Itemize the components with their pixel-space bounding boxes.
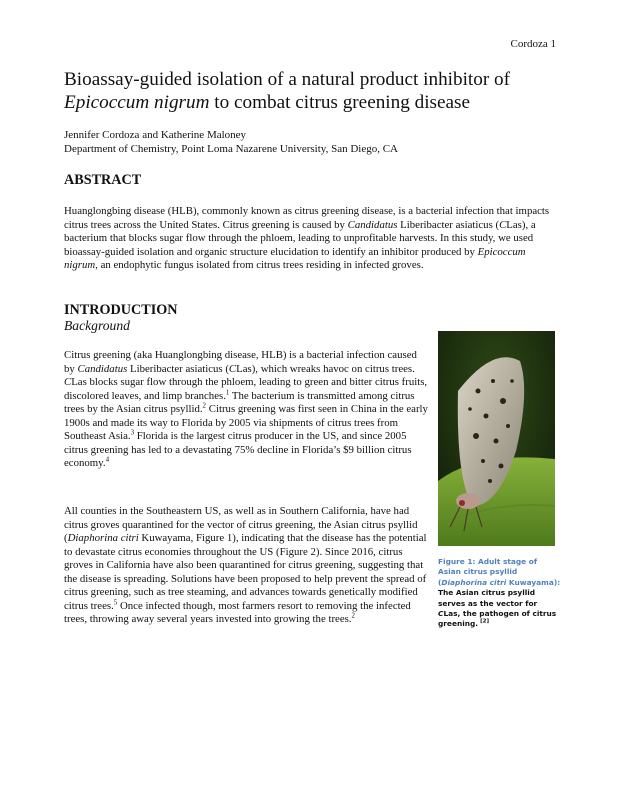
title-text-1: Bioassay-guided isolation of a natural product inhibitor of — [64, 69, 511, 90]
caption-label: Figure 1: Adult stage of Asian citrus psyllid ( — [438, 557, 538, 587]
caption-reference: [2] — [478, 618, 490, 625]
psyllid-head — [456, 493, 480, 509]
psyllid-photo — [438, 331, 555, 546]
title-species: Epicoccum nigrum — [64, 92, 210, 113]
author-block — [64, 129, 398, 156]
caption-species: Diaphorina citri — [441, 577, 507, 587]
psyllid-eye — [459, 500, 465, 506]
introduction-heading: INTRODUCTION — [64, 302, 178, 318]
caption-label-end: Kuwayama): — [506, 577, 561, 587]
author-names: Jennifer Cordoza and Katherine Maloney — [64, 129, 247, 141]
intro-paragraph-2: All counties in the Southeastern US, as well as in Southern California, have had citrus groves quarantined for the vector of citrus greening, the Asian citrus psyllid (Diaphorina citri Kuwayama, Figure 1), indicating that the disease has the potential to devastate citrus economies throughout the US (Figure 2). Since 2016, citrus groves in California have also been quarantined for citrus greening, suggesting that the disease is spreading. Solutions have been proposed to help prevent the spread of citrus greening, such as tree steaming, and advances towards genetically modified citrus trees.$^5$ Once infected though, most farmers resort to removing the infected trees, throwing away several years invested into growing the trees.$^2$ — [64, 505, 427, 625]
abstract-heading: ABSTRACT — [64, 172, 142, 188]
intro-paragraph-1: Citrus greening (aka Huanglongbing disease, HLB) is a bacterial infection caused by Candidatus Liberibacter asiaticus (CLas), which wreaks havoc on citrus trees. CLas blocks sugar flow through the phloem, leading to green and bitter citrus fruits, discolored leaves, and limp branches.$^1$ The bacterium is transmitted among citrus trees by the Asian citrus psyllid.$^2$ Citrus greening was first seen in China in the early 1900s and made its way to Florida by 2005 via shipments of citrus trees from Southeast Asia.$^3$ Florida is the largest citrus producer in the US, and since 2005 citrus greening has led to a devastating 75% decline in Florida’s $9 billion citrus economy.$^4$ — [64, 349, 428, 469]
figure-1-caption: Figure 1: Adult stage of Asian citrus psyllid (Diaphorina citri Kuwayama): The Asian citrus psyllid serves as the vector for CLas, the pathogen of citrus greening. [2] — [438, 557, 561, 629]
abstract-text: Huanglongbing disease (HLB), commonly known as citrus greening disease, is a bacterial infection that impacts citrus trees across the United States. Citrus greening is caused by Candidatus Liberibacter asiaticus (CLas), a bacterium that blocks sugar flow through the phloem, leading to unprofitable harvests. In this study, we used bioassay-guided isolation and organic structure elucidation to identify an inhibitor produced by Epicoccum nigrum, an endophytic fungus isolated from citrus trees residing in infected groves. — [64, 205, 550, 271]
title-text-2: to combat citrus greening disease — [209, 92, 471, 113]
running-head: Cordoza 1 — [510, 38, 556, 50]
author-affiliation: Department of Chemistry, Point Loma Nazarene University, San Diego, CA — [64, 142, 398, 155]
paper-title — [64, 68, 564, 114]
background-subheading: Background — [64, 318, 130, 333]
psyllid-illustration — [438, 331, 555, 546]
